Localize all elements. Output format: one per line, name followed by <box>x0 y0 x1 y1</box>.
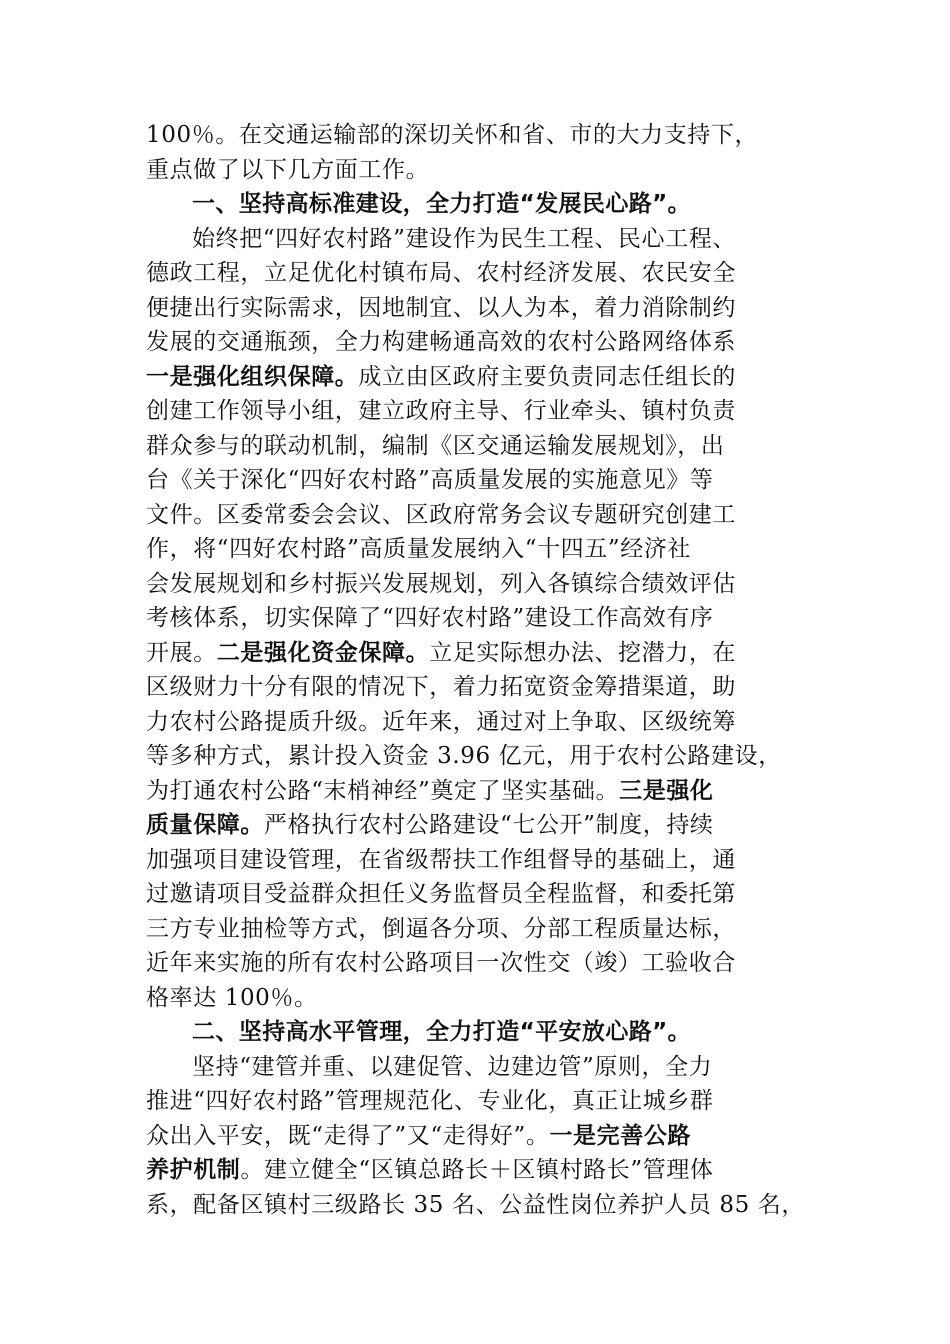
bold-lead: 一是完善公路 <box>549 1122 692 1149</box>
text-span: 众出入平安，既“走得了”又“走得好”。 <box>146 1122 550 1149</box>
text-line: 作，将“四好农村路”高质量发展纳入“十四五”经济社 <box>146 536 692 562</box>
text-line: 发展的交通瓶颈，全力构建畅通高效的农村公路网络体系 <box>146 329 736 355</box>
text-span: 为打通农村公路“末梢神经”奠定了坚实基础。 <box>146 777 620 804</box>
text-span: 成立由区政府主要负责同志任组长的 <box>358 363 737 390</box>
text-line: 会发展规划和乡村振兴发展规划，列入各镇综合绩效评估 <box>146 570 736 597</box>
text-line: 系，配备区镇村三级路长 35 名、公益性岗位养护人员 85 名， <box>146 1191 805 1218</box>
text-line: 加强项目建设管理，在省级帮扶工作组督导的基础上，通 <box>146 846 736 873</box>
document-page <box>146 118 806 1222</box>
text-line <box>146 808 806 843</box>
text-line: 区级财力十分有限的情况下，着力拓宽资金筹措渠道，助 <box>146 674 736 700</box>
section-heading-1: 一、坚持高标准建设，全力打造“发展民心路”。 <box>192 191 692 217</box>
text-line: 100％。在交通运输部的深切关怀和省、市的大力支持下， <box>146 122 759 148</box>
text-line <box>146 1119 806 1154</box>
bold-lead: 三是强化 <box>619 777 714 804</box>
text-line: 近年来实施的所有农村公路项目一次性交（竣）工验收合 <box>146 950 736 976</box>
text-line: 格率达 100％。 <box>146 984 318 1011</box>
section-heading-2: 二、坚持高水平管理，全力打造“平安放心路”。 <box>192 1019 692 1045</box>
text-line <box>146 636 806 671</box>
text-line: 群众参与的联动机制，编制《区交通运输发展规划》，出 <box>146 432 725 459</box>
text-line <box>146 360 806 395</box>
text-line: 三方专业抽检等方式，倒逼各分项、分部工程质量达标， <box>146 915 736 942</box>
text-line: 便捷出行实际需求，因地制宜、以人为本，着力消除制约 <box>146 294 736 321</box>
text-line <box>146 774 806 809</box>
text-line: 文件。区委常委会会议、区政府常务会议专题研究创建工 <box>146 501 736 528</box>
text-line: 创建工作领导小组，建立政府主导、行业牵头、镇村负责 <box>146 398 736 424</box>
text-line: 重点做了以下几方面工作。 <box>146 156 430 183</box>
text-span: 。建立健全“区镇总路长＋区镇村路长”管理体 <box>240 1157 714 1183</box>
text-line: 力农村公路提质升级。近年来，通过对上争取、区级统筹 <box>146 708 736 735</box>
bold-lead: 养护机制 <box>146 1157 241 1183</box>
text-line: 坚持“建管并重、以建促管、边建边管”原则，全力 <box>192 1053 713 1080</box>
text-line: 过邀请项目受益群众担任义务监督员全程监督，和委托第 <box>146 881 736 907</box>
text-line: 德政工程，立足优化村镇布局、农村经济发展、农民安全 <box>146 260 736 286</box>
text-line: 始终把“四好农村路”建设作为民生工程、民心工程、 <box>192 225 736 252</box>
bold-lead: 二是强化资金保障。 <box>216 639 430 666</box>
text-line: 考核体系，切实保障了“四好农村路”建设工作高效有序 <box>146 605 714 631</box>
text-line: 台《关于深化“四好农村路”高质量发展的实施意见》等 <box>146 467 714 493</box>
bold-lead: 质量保障。 <box>146 812 264 838</box>
text-span: 严格执行农村公路建设“七公开”制度，持续 <box>264 812 714 838</box>
text-line: 等多种方式，累计投入资金 3.96 亿元，用于农村公路建设， <box>146 743 782 769</box>
text-line <box>146 1153 806 1188</box>
text-span: 立足实际想办法、挖潜力，在 <box>429 639 737 666</box>
bold-lead: 一是强化组织保障。 <box>146 363 359 390</box>
text-span: 开展。 <box>146 639 217 666</box>
text-line: 推进“四好农村路”管理规范化、专业化，真正让城乡群 <box>146 1088 714 1114</box>
